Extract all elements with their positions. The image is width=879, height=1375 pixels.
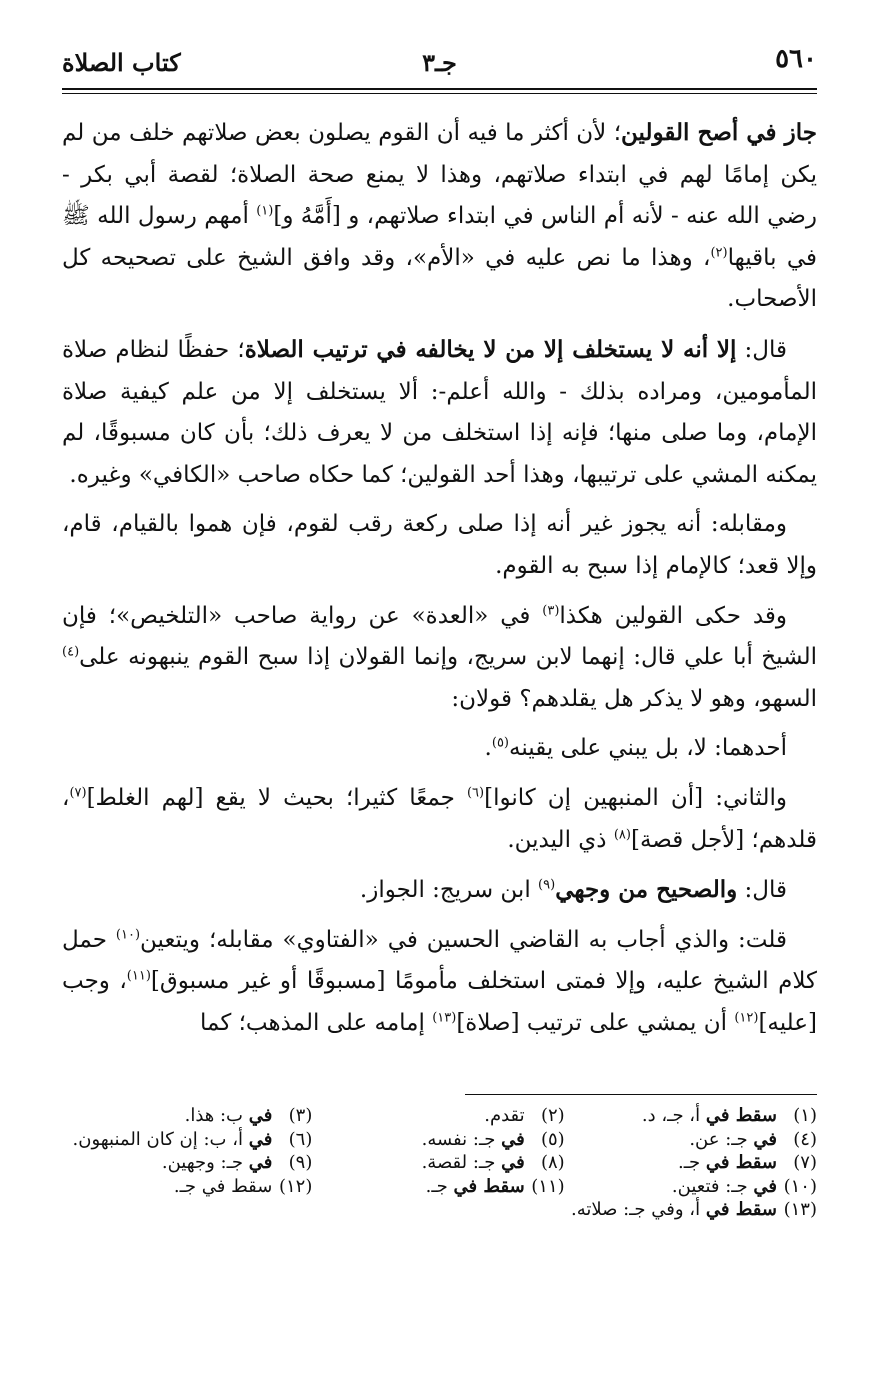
footnote-number: (٩) xyxy=(288,1152,313,1173)
footnote-ref: (٩) xyxy=(538,877,556,893)
paragraph xyxy=(62,504,817,587)
footnote-ref: (٤) xyxy=(62,644,80,660)
footnote-text: جـ. xyxy=(425,1175,454,1197)
footnote-ref: (١٢) xyxy=(734,1010,759,1026)
volume-label: جـ٣ xyxy=(422,48,457,77)
text-run: إمامه على المذهب؛ كما xyxy=(200,1009,433,1036)
bold-phrase: جاز في أصح القولين xyxy=(621,119,817,146)
footnote-row xyxy=(60,1128,817,1152)
footnote-text: جـ: عن. xyxy=(689,1128,754,1150)
paragraph xyxy=(62,112,817,321)
footnote-number: (١١) xyxy=(531,1175,565,1197)
paragraph xyxy=(62,778,817,861)
bold-phrase: والصحيح من وجهي xyxy=(555,876,738,904)
footnote-row xyxy=(60,1175,817,1199)
footnote xyxy=(312,1104,564,1128)
footnote xyxy=(60,1151,312,1175)
footnote-lead: في xyxy=(501,1152,525,1173)
paragraph xyxy=(62,728,817,770)
text-run: ابن سريج: الجواز. xyxy=(359,877,539,904)
footnote-lead: سقط في xyxy=(705,1152,777,1173)
footnote-ref: (٧) xyxy=(69,785,87,801)
header-rule-thin xyxy=(62,93,817,94)
footnote-ref: (١١) xyxy=(126,968,151,984)
text-run: ، قلدهم؛ [لأجل قصة] xyxy=(62,784,817,853)
footnote xyxy=(60,1128,312,1152)
footnote xyxy=(565,1128,817,1152)
footnote xyxy=(565,1175,817,1199)
footnote-text: جـ: فتعين. xyxy=(671,1175,754,1197)
paragraph xyxy=(62,329,817,496)
footnote-lead: في xyxy=(248,1152,273,1173)
footnote-ref: (٢) xyxy=(710,245,728,261)
footnote-number: (١٣) xyxy=(783,1199,817,1220)
text-run: جمعًا كثيرا؛ بحيث لا يقع [لهم الغلط] xyxy=(86,784,467,811)
footnote-number: (٨) xyxy=(540,1152,565,1173)
footnote-number: (٦) xyxy=(288,1128,313,1150)
text-run: ذي اليدين. xyxy=(507,826,614,853)
footnote-row xyxy=(60,1151,817,1175)
paragraph xyxy=(62,869,817,912)
footnote-number: (١٢) xyxy=(278,1175,313,1197)
text-run: ومقابله: أنه يجوز غير أنه إذا صلى ركعة رقب لقوم، فإن هموا بالقيام، قام، وإلا قعد؛ كالإمام إذا سبح به القوم. xyxy=(62,511,817,579)
book-title: كتاب الصلاة xyxy=(62,48,181,77)
footnote-ref: (٣) xyxy=(542,602,560,618)
footnote-text: جـ: لقصة. xyxy=(421,1152,502,1173)
footnote-number: (٣) xyxy=(288,1105,313,1126)
footnotes xyxy=(60,1104,817,1222)
footnote-text: جـ. xyxy=(678,1152,706,1173)
footnote xyxy=(417,1198,817,1222)
text-run: حمل كلام الشيخ عليه، وإلا فمتى استخلف مأمومًا [مسبوقًا أو غير مسبوق] xyxy=(62,926,817,995)
text-run: في «العدة» عن رواية صاحب «التلخيص»؛ فإن الشيخ أبا علي قال: إنهما لابن سريج، وإنما القولان إذا سبح القوم ينبهونه على xyxy=(62,602,817,671)
footnote-lead: في xyxy=(501,1128,525,1150)
footnote xyxy=(565,1104,817,1128)
bold-phrase: إلا أنه لا يستخلف إلا من لا يخالفه في ترتيب الصلاة xyxy=(244,335,737,363)
footnote-number: (٥) xyxy=(540,1128,565,1150)
paragraph xyxy=(62,920,817,1045)
footnote-lead: في xyxy=(753,1175,777,1197)
footnote-text: أ، ب: إن كان المنبهون. xyxy=(72,1128,249,1150)
footnote-text: جـ: نفسه. xyxy=(421,1128,502,1150)
footnote-lead: سقط في xyxy=(453,1175,525,1197)
text-run: . xyxy=(484,735,492,762)
text-run: ، وجب [عليه] xyxy=(62,968,817,1036)
footnote-text: ب: هذا. xyxy=(184,1105,249,1126)
text-run: قال: xyxy=(736,336,787,363)
footnote-lead: في xyxy=(753,1128,777,1150)
body-text xyxy=(62,112,817,1052)
footnote-text: سقط في جـ. xyxy=(173,1175,273,1197)
footnote-lead: في xyxy=(248,1128,273,1150)
footnote-ref: (١٠) xyxy=(115,927,141,943)
footnote-number: (٢) xyxy=(540,1105,565,1126)
footnote-text: جـ: وجهين. xyxy=(161,1152,249,1173)
text-run: ؛ حفظًا لنظام صلاة المأمومين، ومراده بذلك - والله أعلم-: ألا يستخلف إلا من علم كيفية صلاة الإمام، وما صلى منها؛ فإنه إذا استخلف من لا يعرف ذلك؛ بأن كان مسبوقًا، لم يمكنه المشي على ترتيبها، وهذا أحد القولين؛ كما حكاه صاحب «الكافي» وغيره. xyxy=(62,336,817,488)
footnote-lead: سقط في xyxy=(705,1199,777,1220)
footnote xyxy=(60,1104,312,1128)
footnote xyxy=(565,1151,817,1175)
footnote-separator xyxy=(465,1094,817,1095)
text-run: ، وهذا ما نص عليه في «الأم»، وقد وافق الشيخ على تصحيحه كل الأصحاب. xyxy=(62,244,817,313)
footnote xyxy=(312,1175,564,1199)
text-run: أمهم رسول الله ﷺ في باقيها xyxy=(62,203,817,271)
text-run: أحدهما: لا، بل يبني على يقينه xyxy=(509,735,787,762)
header-rule xyxy=(62,88,817,90)
footnote-text: أ، وفي جـ: صلاته. xyxy=(570,1199,706,1220)
page-number: ٥٦٠ xyxy=(775,44,817,74)
footnote-ref: (١٣) xyxy=(432,1010,457,1026)
text-run: وقد حكى القولين هكذا xyxy=(559,602,787,629)
footnote-ref: (٨) xyxy=(613,826,631,842)
footnote xyxy=(312,1151,564,1175)
text-run: قال: xyxy=(737,877,787,904)
footnote xyxy=(60,1175,312,1199)
paragraph xyxy=(62,596,817,721)
footnote-text: أ، جـ، د. xyxy=(641,1105,706,1126)
footnote-ref: (٦) xyxy=(466,785,485,801)
footnote-ref: (٥) xyxy=(491,735,509,751)
page-header xyxy=(62,38,817,90)
footnote-lead: في xyxy=(248,1105,273,1126)
footnote-number: (٧) xyxy=(793,1152,817,1173)
footnote-number: (١) xyxy=(793,1105,817,1126)
text-run: السهو، وهو لا يذكر هل يقلدهم؟ قولان: xyxy=(451,685,817,712)
footnote-lead: سقط في xyxy=(705,1105,777,1126)
footnote-number: (١٠) xyxy=(783,1175,817,1197)
footnote-row xyxy=(60,1104,817,1128)
text-run: ؛ لأن أكثر ما فيه أن القوم يصلون بعض صلاتهم خلف من لم يكن إمامًا لهم في ابتداء صلاتهم، وهذا لا يمنع صحة الصلاة؛ لقصة أبي بكر - رضي الله عنه - لأنه أم الناس في ابتداء صلاتهم، و [أَمَّهُ و] xyxy=(62,120,818,230)
text-run: والثاني: [أن المنبهين إن كانوا] xyxy=(484,784,787,811)
footnote-row xyxy=(60,1198,817,1222)
text-run: أن يمشي على ترتيب [صلاة] xyxy=(456,1009,735,1036)
footnote-ref: (١) xyxy=(256,203,274,219)
footnote-number: (٤) xyxy=(793,1128,817,1150)
footnote-text: تقدم. xyxy=(484,1105,525,1126)
footnote xyxy=(312,1128,564,1152)
text-run: قلت: والذي أجاب به القاضي الحسين في «الفتاوي» مقابله؛ ويتعين xyxy=(140,926,787,953)
